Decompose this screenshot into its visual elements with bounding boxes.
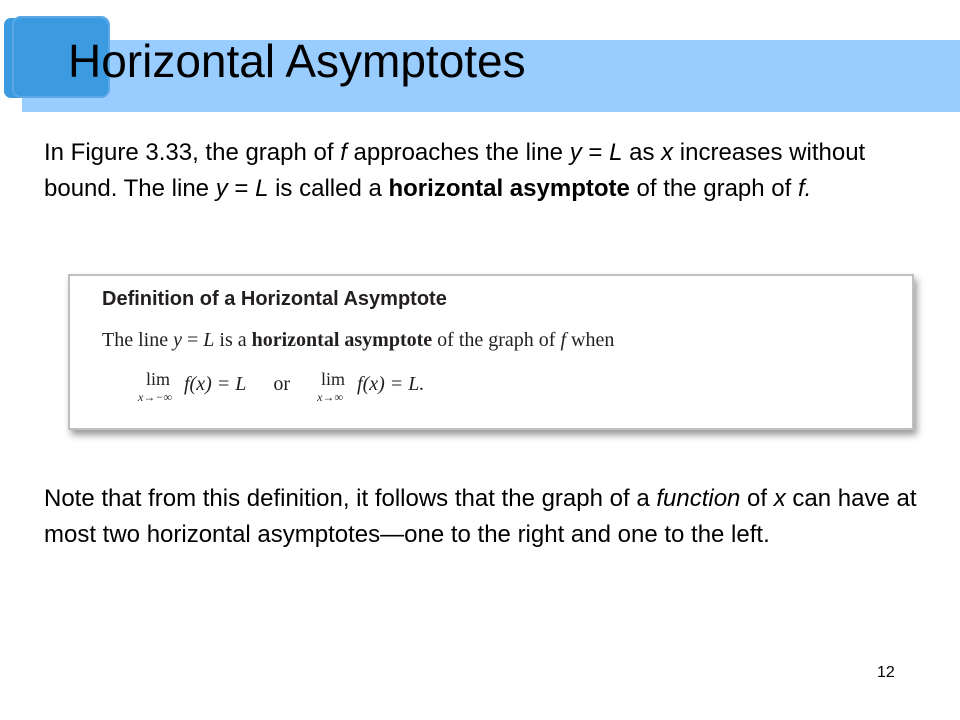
limit-subscript: x→∞ bbox=[317, 390, 343, 404]
note-paragraph: Note that from this definition, it follows that the graph of a function of x can have at most two horizontal asymptotes—one to the right and one to the left. bbox=[44, 485, 917, 548]
or-connector: or bbox=[273, 373, 291, 395]
definition-statement: The line y = L is a horizontal asymptote of the graph of f when bbox=[102, 329, 615, 351]
slide-title: Horizontal Asymptotes bbox=[68, 35, 526, 87]
page-number: 12 bbox=[877, 664, 895, 681]
limit-expression: f(x) = L bbox=[183, 373, 247, 395]
limit-positive-infinity: lim x→∞ f(x) = L. bbox=[321, 367, 424, 403]
definition-formula bbox=[138, 367, 425, 404]
limit-expression: f(x) = L. bbox=[357, 373, 425, 395]
intro-paragraph: In Figure 3.33, the graph of f approaches the line y = L as x increases without bound. The line y = L is called a horizontal asymptote of the graph of f. bbox=[44, 139, 866, 202]
definition-heading: Definition of a Horizontal Asymptote bbox=[102, 288, 447, 310]
term-horizontal-asymptote: horizontal asymptote bbox=[388, 175, 630, 202]
limit-subscript: x→−∞ bbox=[138, 390, 172, 404]
limit-negative-infinity: lim x→−∞ f(x) = L bbox=[138, 369, 247, 404]
definition-box bbox=[68, 274, 914, 430]
